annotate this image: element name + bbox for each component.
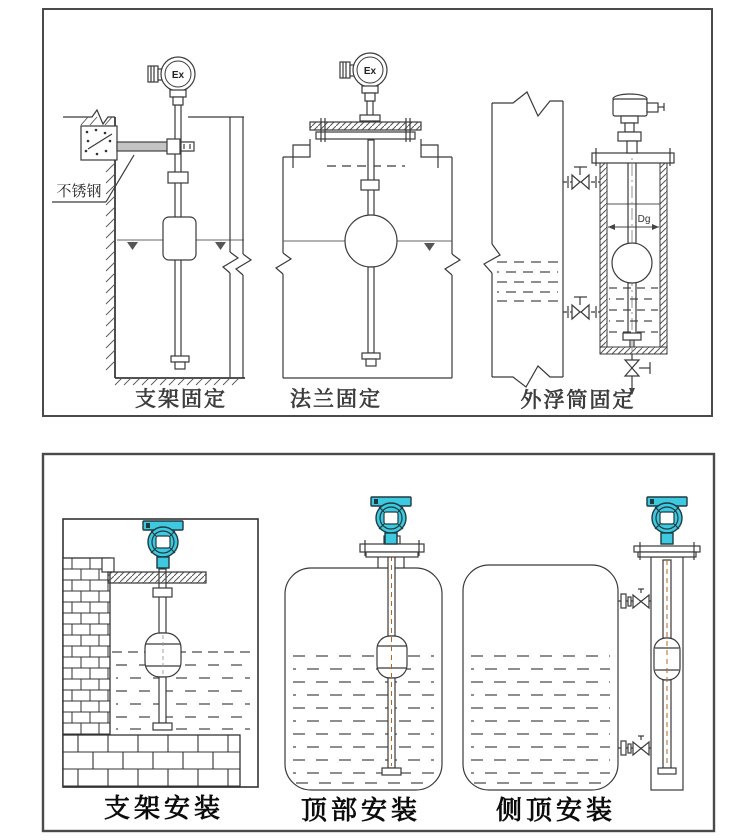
rod-end-stop bbox=[171, 356, 189, 362]
wall-angle-bracket bbox=[102, 558, 114, 572]
material-label: 不锈钢 bbox=[56, 183, 102, 200]
rod-end-stop bbox=[362, 353, 380, 359]
rod-end-stop bbox=[153, 723, 172, 730]
top-panel bbox=[43, 9, 712, 416]
mounting-plate bbox=[81, 126, 117, 160]
sensor-rod bbox=[368, 140, 374, 216]
float-capsule-icon bbox=[163, 217, 196, 260]
rod-coupling bbox=[168, 172, 188, 183]
flange bbox=[310, 118, 421, 142]
rod-coupling bbox=[361, 180, 379, 190]
rod-end-stop bbox=[658, 768, 676, 774]
brick-wall bbox=[63, 558, 110, 735]
caption-bracket-installation: 支架安装 bbox=[103, 793, 225, 823]
diagram-bracket-installation bbox=[63, 519, 258, 787]
chamber-flange bbox=[592, 153, 674, 163]
chamber-diameter-label: Dg bbox=[637, 214, 651, 225]
brick-floor bbox=[63, 735, 240, 787]
ex-marking: Ex bbox=[171, 70, 185, 81]
caption-side-top-installation: 侧顶安装 bbox=[495, 795, 617, 825]
tank-outline bbox=[285, 568, 442, 790]
float-ball-icon bbox=[345, 215, 397, 267]
bottom-panel bbox=[43, 454, 714, 831]
caption-flange-fixing: 法兰固定 bbox=[290, 388, 382, 411]
caption-bracket-fixing: 支架固定 bbox=[135, 388, 227, 411]
rod-end-stop bbox=[382, 768, 401, 775]
caption-top-installation: 顶部安装 bbox=[300, 795, 422, 825]
float-ball-icon bbox=[612, 243, 652, 283]
caption-external-chamber-fixing: 外浮筒固定 bbox=[520, 389, 636, 412]
tank-outline bbox=[463, 565, 618, 790]
support-shelf bbox=[108, 572, 206, 583]
rod-coupling bbox=[623, 333, 641, 340]
rod-coupling bbox=[153, 588, 172, 597]
float-capsule-icon bbox=[145, 633, 181, 677]
ex-marking: Ex bbox=[363, 66, 377, 77]
